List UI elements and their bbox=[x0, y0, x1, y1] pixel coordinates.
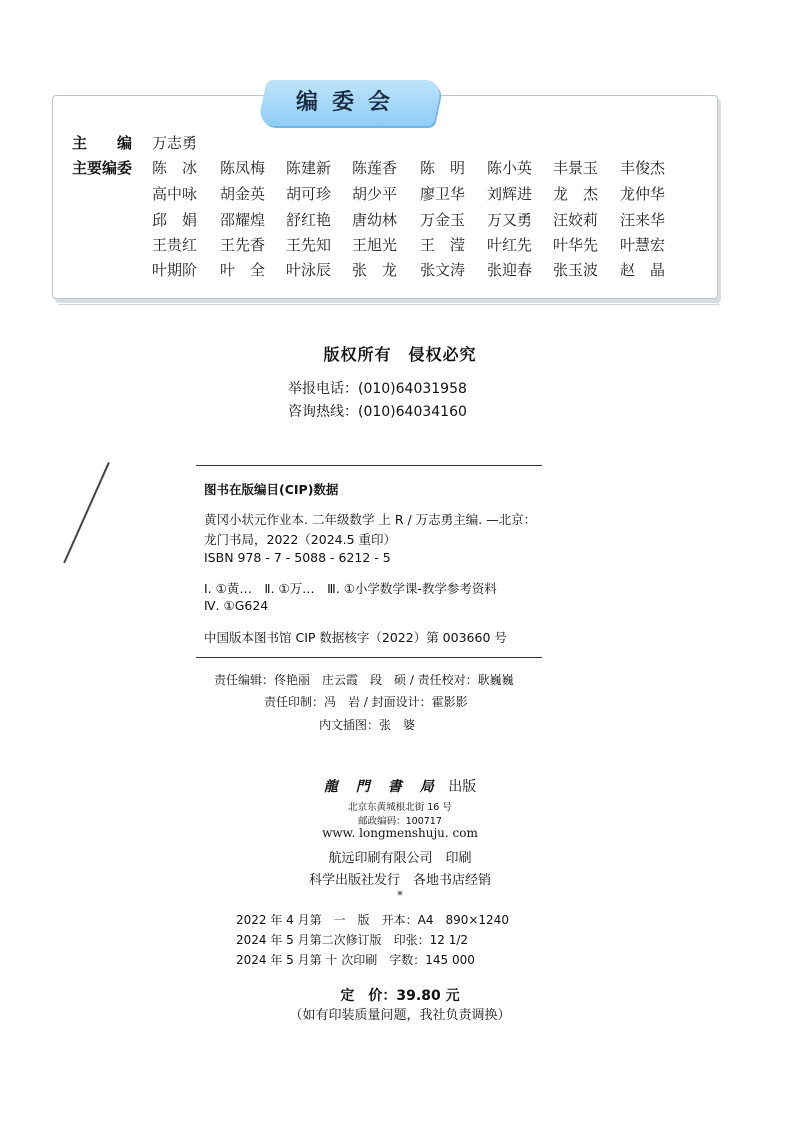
cip-line-6: 中国版本图书馆 CIP 数据核字（2022）第 003660 号 bbox=[204, 630, 507, 645]
editor-name: 丰景玉 bbox=[553, 159, 599, 177]
editorial-banner-title: 编委会 bbox=[295, 90, 404, 115]
edition-line-2: 2024 年 5 月第二次修订版 印张：12 1/2 bbox=[236, 933, 469, 947]
publisher-postcode: 邮政编码：100717 bbox=[358, 816, 442, 827]
editor-name: 陈 明 bbox=[420, 159, 466, 177]
credits-line-2: 责任印制：冯 岩 / 封面设计：霍影影 bbox=[264, 695, 468, 709]
distributor-line: 科学出版社发行 各地书店经销 bbox=[308, 873, 491, 888]
editor-name: 王先知 bbox=[286, 236, 332, 254]
credits-line-3: 内文插图：张 婆 bbox=[319, 718, 416, 732]
editor-name: 廖卫华 bbox=[420, 185, 466, 203]
editor-name: 陈 冰 bbox=[152, 159, 198, 177]
editor-name: 张玉波 bbox=[553, 261, 599, 279]
cip-heading: 图书在版编目(CIP)数据 bbox=[204, 482, 339, 497]
cip-line-2: 龙门书局，2022（2024.5 重印） bbox=[204, 532, 397, 547]
editor-name: 龙 杰 bbox=[553, 185, 599, 203]
price: 定 价：39.80 元 bbox=[340, 988, 460, 1004]
editor-name: 舒红艳 bbox=[286, 211, 332, 229]
publisher-line bbox=[0, 776, 800, 796]
editor-name: 叶慧宏 bbox=[620, 236, 666, 254]
main-editors-label: 主要编委 bbox=[72, 159, 133, 177]
editor-name: 万金玉 bbox=[420, 211, 466, 229]
editor-name: 邱 娟 bbox=[152, 211, 198, 229]
publisher-name: 龍 門 書 局 bbox=[323, 779, 436, 795]
editor-name: 汪来华 bbox=[620, 211, 666, 229]
editor-name: 汪姣莉 bbox=[553, 211, 599, 229]
editor-name: 张迎春 bbox=[487, 261, 533, 279]
editor-name: 陈建新 bbox=[286, 159, 332, 177]
editor-name: 王先香 bbox=[220, 236, 266, 254]
editor-name: 王 滢 bbox=[420, 236, 466, 254]
cip-line-4: Ⅰ. ①黄… Ⅱ. ①万… Ⅲ. ①小学数学课-教学参考资料 bbox=[204, 581, 497, 596]
editor-name: 王旭光 bbox=[352, 236, 398, 254]
editor-name: 叶红先 bbox=[487, 236, 533, 254]
editor-name: 叶期阶 bbox=[152, 261, 198, 279]
editor-name: 张 龙 bbox=[352, 261, 398, 279]
consult-phone: 咨询热线：(010)64034160 bbox=[288, 404, 467, 420]
edition-line-1: 2022 年 4 月第 一 版 开本：A4 890×1240 bbox=[236, 913, 509, 927]
editor-name: 万又勇 bbox=[487, 211, 533, 229]
editor-name: 唐幼林 bbox=[352, 211, 398, 229]
editor-name: 王贵红 bbox=[152, 236, 198, 254]
separator-star: * bbox=[397, 889, 403, 902]
report-phone: 举报电话：(010)64031958 bbox=[288, 381, 467, 397]
editor-name: 叶 全 bbox=[220, 261, 266, 279]
editor-name: 高中咏 bbox=[152, 185, 198, 203]
editor-name: 龙仲华 bbox=[620, 185, 666, 203]
chief-editor-name: 万志勇 bbox=[152, 134, 198, 152]
editor-name: 叶华先 bbox=[553, 236, 599, 254]
publisher-action: 出版 bbox=[448, 779, 477, 795]
publisher-address: 北京东黄城根北街 16 号 bbox=[348, 802, 452, 813]
editor-name: 陈莲香 bbox=[352, 159, 398, 177]
editor-name: 胡金英 bbox=[220, 185, 266, 203]
editor-name: 陈凤梅 bbox=[220, 159, 266, 177]
editor-name: 张文涛 bbox=[420, 261, 466, 279]
edition-line-3: 2024 年 5 月第 十 次印刷 字数：145 000 bbox=[236, 953, 475, 967]
credits-line-1: 责任编辑：佟艳丽 庄云霞 段 硕 / 责任校对：耿巍巍 bbox=[214, 673, 514, 687]
editor-name: 邵耀煌 bbox=[220, 211, 266, 229]
cip-top-rule bbox=[196, 465, 542, 466]
cip-line-3: ISBN 978 - 7 - 5088 - 6212 - 5 bbox=[204, 550, 391, 565]
quality-note: （如有印装质量问题，我社负责调换） bbox=[289, 1008, 511, 1023]
editor-name: 赵 晶 bbox=[620, 261, 666, 279]
copyright-title: 版权所有 侵权必究 bbox=[323, 345, 477, 364]
editor-name: 胡少平 bbox=[352, 185, 398, 203]
publisher-website: www. longmenshuju. com bbox=[322, 826, 478, 840]
decorative-slash bbox=[63, 462, 110, 563]
chief-editor-label: 主 编 bbox=[72, 134, 133, 152]
editor-name: 丰俊杰 bbox=[620, 159, 666, 177]
editor-name: 陈小英 bbox=[487, 159, 533, 177]
editor-name: 胡可珍 bbox=[286, 185, 332, 203]
cip-line-1: 黄冈小状元作业本. 二年级数学 上 R / 万志勇主编. —北京： bbox=[204, 512, 537, 527]
editor-name: 叶泳辰 bbox=[286, 261, 332, 279]
printer-line: 航远印刷有限公司 印刷 bbox=[328, 851, 472, 866]
cip-line-5: Ⅳ. ①G624 bbox=[204, 598, 269, 613]
cip-bottom-rule bbox=[196, 657, 542, 658]
editor-name: 刘辉进 bbox=[487, 185, 533, 203]
